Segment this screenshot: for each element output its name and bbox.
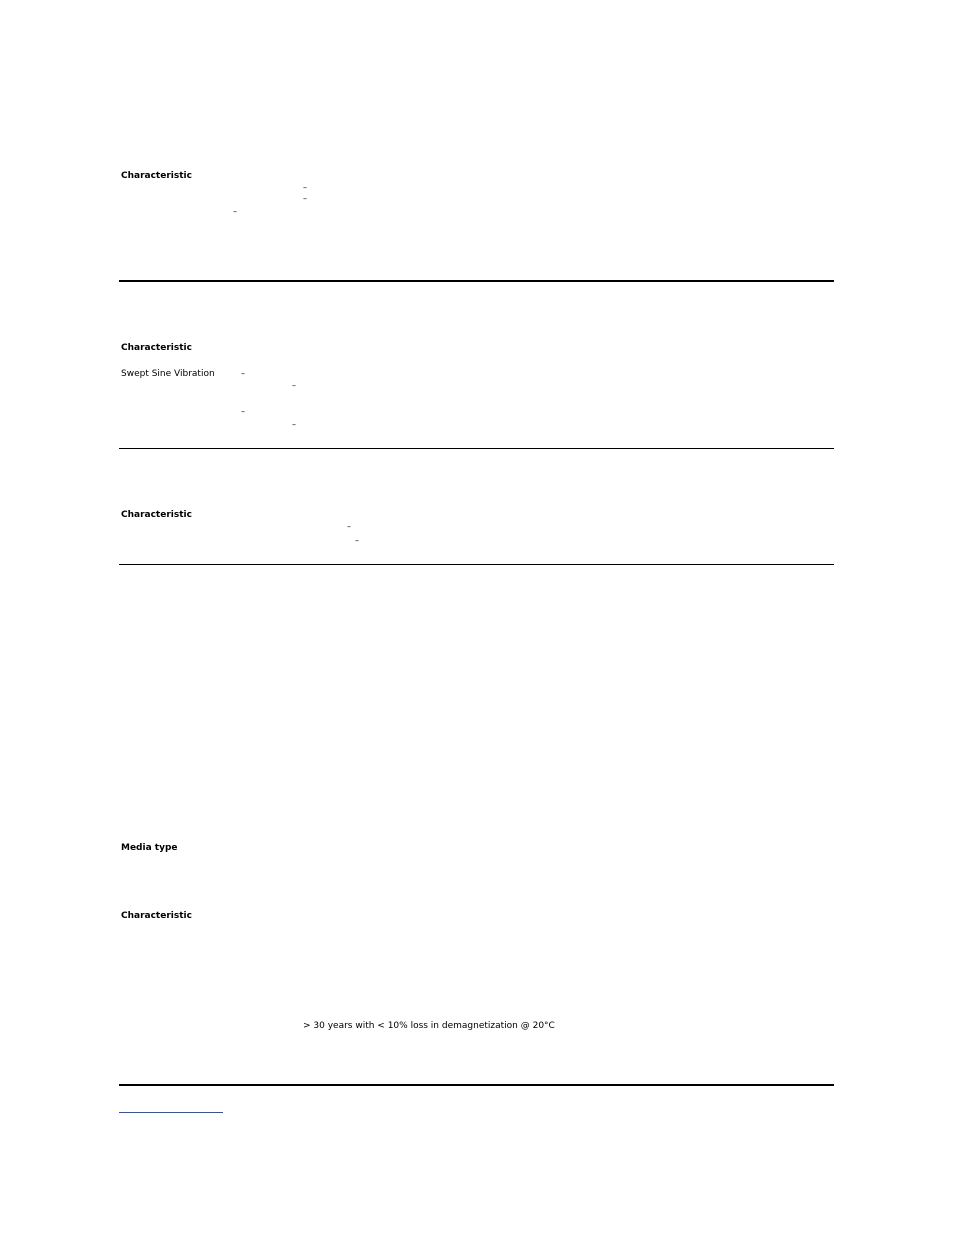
section-3-header: Characteristic xyxy=(121,510,192,520)
section-divider-1 xyxy=(119,280,834,282)
section-2-dash-2: – xyxy=(292,381,296,390)
section-divider-2 xyxy=(119,448,834,449)
swept-sine-vibration-label: Swept Sine Vibration xyxy=(121,369,215,379)
section-1-dash-2: – xyxy=(303,194,307,203)
section-2-dash-3: – xyxy=(241,407,245,416)
media-type-header: Media type xyxy=(121,843,178,853)
section-2-header: Characteristic xyxy=(121,343,192,353)
section-3-dash-2: – xyxy=(355,536,359,545)
section-3-dash-1: – xyxy=(347,522,351,531)
section-2-dash-1: – xyxy=(241,369,245,378)
data-retention-value: > 30 years with < 10% loss in demagnetization @ 20°C xyxy=(303,1021,555,1031)
section-1-dash-1: – xyxy=(303,183,307,192)
back-to-contents-link[interactable] xyxy=(119,1112,223,1113)
section-2-dash-4: – xyxy=(292,420,296,429)
section-divider-4 xyxy=(119,1084,834,1086)
section-divider-3 xyxy=(119,564,834,565)
section-1-header: Characteristic xyxy=(121,171,192,181)
section-5-header: Characteristic xyxy=(121,911,192,921)
section-1-dash-3: – xyxy=(233,207,237,216)
